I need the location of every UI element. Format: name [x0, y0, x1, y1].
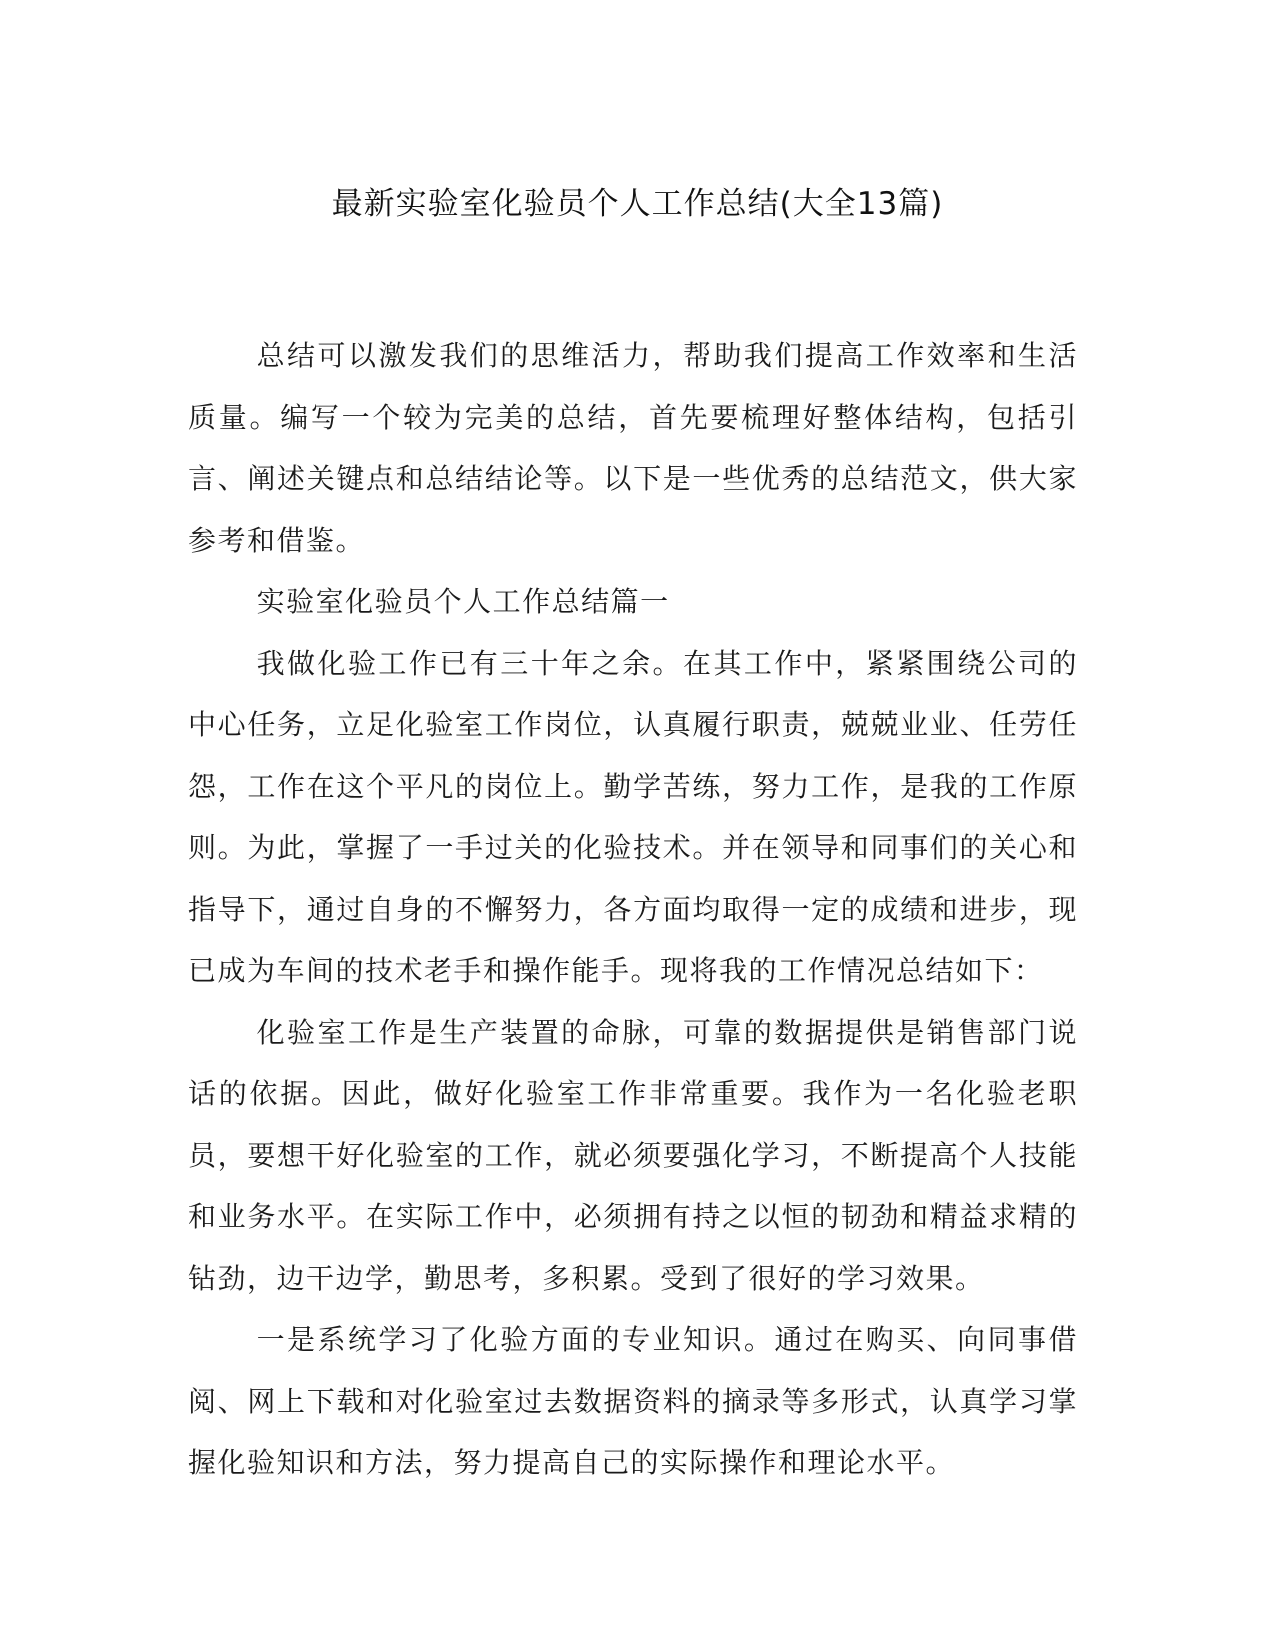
body-paragraph: 我做化验工作已有三十年之余。在其工作中，紧紧围绕公司的中心任务，立足化验室工作岗位，认真履行职责，兢兢业业、任劳任怨，工作在这个平凡的岗位上。勤学苦练，努力工作，是我的工作原则。为此，掌握了一手过关的化验技术。并在领导和同事们的关心和指导下，通过自身的不懈努力，各方面均取得一定的成绩和进步，现已成为车间的技术老手和操作能手。现将我的工作情况总结如下：	[188, 646, 1078, 987]
body-paragraph: 化验室工作是生产装置的命脉，可靠的数据提供是销售部门说话的依据。因此，做好化验室工作非常重要。我作为一名化验老职员，要想干好化验室的工作，就必须要强化学习，不断提高个人技能和业务水平。在实际工作中，必须拥有持之以恒的韧劲和精益求精的钻劲，边干边学，勤思考，多积累。受到了很好的学习效果。	[188, 1015, 1078, 1295]
document-title: 最新实验室化验员个人工作总结(大全13篇)	[331, 186, 944, 222]
document-body	[188, 325, 1078, 1494]
section-heading: 实验室化验员个人工作总结篇一	[256, 585, 670, 618]
intro-paragraph: 总结可以激发我们的思维活力，帮助我们提高工作效率和生活质量。编写一个较为完美的总结，首先要梳理好整体结构，包括引言、阐述关键点和总结结论等。以下是一些优秀的总结范文，供大家参考和借鉴。	[188, 339, 1078, 557]
body-paragraph: 一是系统学习了化验方面的专业知识。通过在购买、向同事借阅、网上下载和对化验室过去数据资料的摘录等多形式，认真学习掌握化验知识和方法，努力提高自己的实际操作和理论水平。	[188, 1323, 1078, 1479]
